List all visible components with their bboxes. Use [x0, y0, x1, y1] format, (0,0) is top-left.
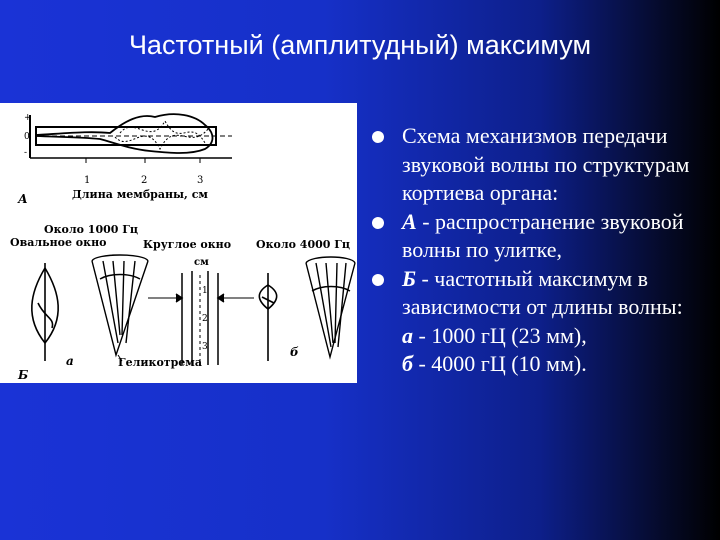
- cochlea-diagram: [0, 103, 357, 383]
- bullet-letter: Б: [402, 265, 416, 291]
- bullet-dot-icon: [372, 131, 384, 143]
- bullet-letter: А: [402, 208, 417, 234]
- scale-ruler: [148, 271, 254, 365]
- scale-tick-1: 1: [202, 286, 208, 296]
- x-tick-label-2: 2: [141, 175, 148, 186]
- y-tick-plus: +: [24, 113, 32, 123]
- x-axis-label: Длина мембраны, см: [72, 188, 208, 201]
- cochlea-cone-b: [306, 257, 355, 357]
- wave-instant-1: [120, 121, 205, 143]
- sub-line-b: [372, 350, 717, 379]
- oval-window-label: Овальное окно: [10, 236, 107, 249]
- bullet-list: [372, 122, 717, 379]
- helicotrema-label: Геликотрема: [118, 356, 202, 369]
- sub-a-label: а: [66, 354, 74, 368]
- x-tick-label-3: 3: [197, 175, 204, 186]
- bullet-dot-icon: [372, 274, 384, 286]
- bullet-item-1: [372, 122, 717, 208]
- slide-title: Частотный (амплитудный) максимум: [128, 30, 592, 60]
- scale-tick-2: 2: [202, 314, 208, 324]
- bullet-item-3: [372, 265, 717, 322]
- cochlea-cone-a: [92, 255, 148, 355]
- bullet-dot-icon: [372, 217, 384, 229]
- sub-text: - 1000 гЦ (23 мм),: [413, 322, 587, 348]
- freq-4000-label: Около 4000 Гц: [256, 238, 350, 251]
- x-tick-label-1: 1: [84, 175, 91, 186]
- y-tick-minus: -: [24, 148, 28, 158]
- round-window-label: Круглое окно: [143, 238, 232, 251]
- freq-1000-label: Около 1000 Гц: [44, 223, 138, 236]
- scale-tick-3: 3: [202, 342, 208, 352]
- cm-label: см: [194, 257, 209, 268]
- cochlea-figure: [0, 103, 357, 383]
- bullet-text: - частотный максимум в зависимости от длины волны:: [402, 265, 683, 319]
- sub-text: - 4000 гЦ (10 мм).: [412, 351, 587, 376]
- panel-a-letter: А: [18, 192, 28, 206]
- sub-line-a: [372, 322, 717, 351]
- wave-graph: [30, 114, 232, 163]
- bullet-text: - распространение звуковой волны по улитке,: [402, 208, 684, 262]
- wave-envelope: [36, 114, 213, 153]
- sub-letter: б: [402, 351, 413, 376]
- spindle-4000: [259, 273, 276, 361]
- bullet-item-2: [372, 208, 717, 265]
- panel-b-letter: Б: [18, 368, 29, 382]
- spindle-1000: [32, 263, 58, 361]
- sub-letter: а: [402, 322, 413, 348]
- sub-b-label: б: [290, 345, 299, 359]
- y-tick-zero: 0: [24, 132, 30, 142]
- bullet-text: Схема механизмов передачи звуковой волны по структурам кортиева органа:: [402, 123, 690, 205]
